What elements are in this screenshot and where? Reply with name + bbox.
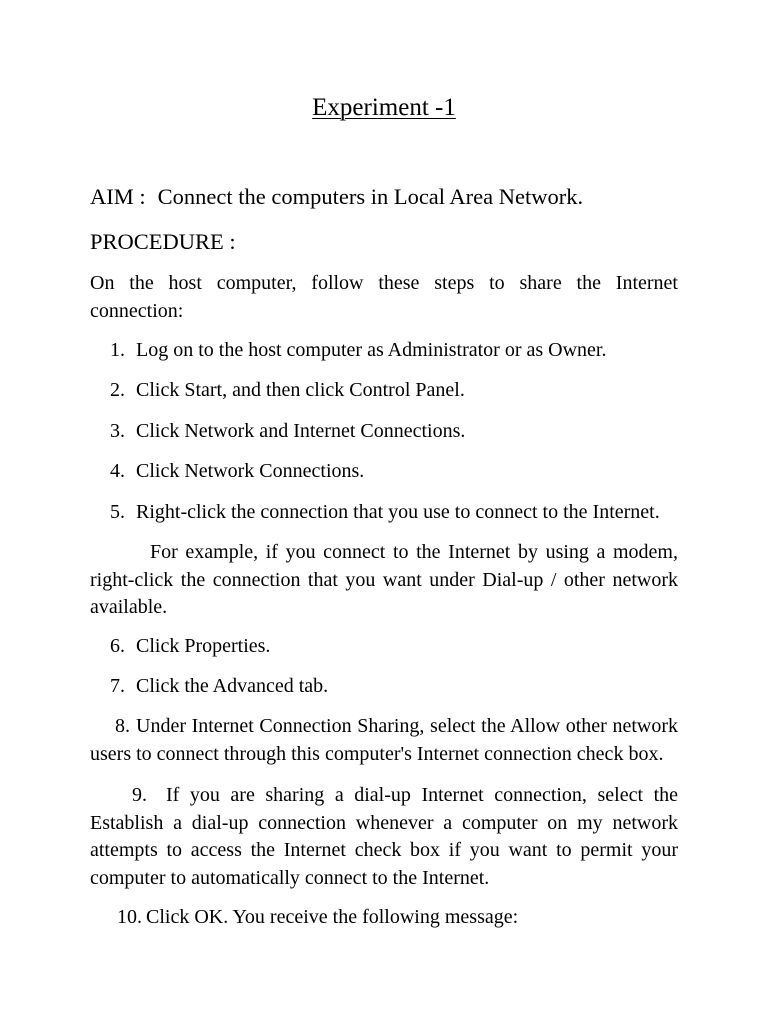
step-10 [90, 904, 678, 932]
procedure-heading: PROCEDURE : [90, 229, 236, 254]
step-first-line [90, 713, 678, 741]
step-number: 6. [110, 635, 125, 657]
step-7 [90, 673, 678, 701]
step-text: Click Properties. [136, 635, 271, 657]
step-1 [90, 337, 678, 365]
step-text: Click Network Connections. [136, 460, 365, 482]
step-text: Click the Advanced tab. [136, 675, 329, 697]
step-text-line: attempts to access the Internet check box if you want to permit your [90, 839, 678, 861]
step-number: 10. [117, 906, 142, 928]
intro-paragraph [90, 270, 678, 325]
step-number: 8. [115, 715, 130, 737]
step-number: 1. [110, 339, 125, 361]
step-number: 9. [132, 784, 147, 806]
step-3 [90, 418, 678, 446]
intro-line: connection: [90, 299, 184, 322]
step-4 [90, 458, 678, 486]
page-title-text: Experiment -1 [312, 94, 456, 121]
step-number: 2. [110, 379, 125, 401]
step-number: 7. [110, 675, 125, 697]
step-text-line: Establish a dial-up connection whenever a computer on my network [90, 811, 678, 834]
example-line: right-click the connection that you want under Dial-up / other network [90, 568, 678, 591]
step-6 [90, 633, 678, 661]
example-line: For example, if you connect to the Internet by using a modem, [150, 541, 678, 563]
step-5 [90, 499, 678, 527]
step-number: 5. [110, 501, 125, 523]
step-8 [90, 713, 678, 768]
step-text-line: Under Internet Connection Sharing, select the Allow other network [136, 715, 678, 737]
step-9 [90, 782, 678, 892]
step-text-line: users to connect through this computer's Internet connection check box. [90, 742, 664, 765]
step-text: Right-click the connection that you use to connect to the Internet. [136, 501, 660, 523]
example-note [90, 539, 678, 622]
step-text: Click Network and Internet Connections. [136, 420, 466, 442]
step-number: 3. [110, 420, 125, 442]
step-text-line: If you are sharing a dial-up Internet connection, select the [166, 784, 678, 806]
step-text: Click Start, and then click Control Panel. [136, 379, 465, 401]
intro-line: On the host computer, follow these steps to share the Internet [90, 272, 678, 294]
step-text: Click OK. You receive the following message: [146, 906, 519, 928]
aim-text: Connect the computers in Local Area Network. [157, 184, 584, 209]
step-first-line [90, 782, 678, 810]
step-2 [90, 377, 678, 405]
aim-label: AIM : [90, 184, 146, 209]
page-title [0, 93, 768, 123]
step-text: Log on to the host computer as Administrator or as Owner. [136, 339, 607, 361]
step-number: 4. [110, 460, 125, 482]
aim-line [90, 182, 583, 212]
example-line: available. [90, 596, 168, 618]
step-text-line: computer to automatically connect to the Internet. [90, 866, 490, 889]
